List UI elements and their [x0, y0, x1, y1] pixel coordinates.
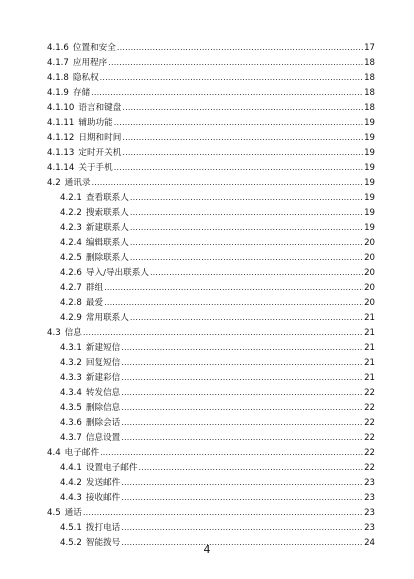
toc-entry[interactable]	[47, 85, 375, 100]
toc-entry-number: 4.1.13	[47, 148, 75, 158]
toc-entry[interactable]	[47, 295, 375, 310]
toc-section-entry[interactable]	[47, 505, 375, 520]
toc-entry-title: 设置电子邮件	[85, 463, 138, 473]
toc-entry-title: 编辑联系人	[85, 238, 129, 248]
toc-entry-title: 电子邮件	[64, 448, 100, 458]
toc-entry[interactable]	[47, 475, 375, 490]
toc-entry-number: 4.2.6	[60, 268, 82, 278]
toc-dot-leader	[130, 190, 363, 205]
toc-dot-leader	[108, 55, 363, 70]
toc-entry-page: 21	[364, 358, 375, 368]
toc-entry-number: 4.1.8	[47, 73, 69, 83]
toc-entry[interactable]	[47, 205, 375, 220]
toc-entry[interactable]	[47, 310, 375, 325]
toc-entry-page: 22	[364, 433, 375, 443]
toc-entry-page: 20	[364, 298, 375, 308]
toc-entry-title: 导入/导出联系人	[85, 268, 149, 278]
toc-entry-page: 17	[364, 43, 375, 53]
toc-entry[interactable]	[47, 265, 375, 280]
toc-entry-page: 19	[364, 133, 375, 143]
toc-entry-title: 查看联系人	[85, 193, 129, 203]
toc-entry-title: 日期和时间	[78, 133, 122, 143]
toc-entry-title: 群组	[85, 283, 104, 293]
toc-entry[interactable]	[47, 415, 375, 430]
toc-entry-number: 4.2.3	[60, 223, 82, 233]
toc-entry-title: 通讯录	[64, 178, 91, 188]
toc-dot-leader	[83, 505, 363, 520]
toc-entry[interactable]	[47, 220, 375, 235]
toc-entry[interactable]	[47, 385, 375, 400]
toc-entry-title: 语言和键盘	[78, 103, 122, 113]
toc-entry[interactable]	[47, 55, 375, 70]
toc-entry[interactable]	[47, 100, 375, 115]
toc-entry-number: 4.3.3	[60, 373, 82, 383]
toc-entry-page: 19	[364, 193, 375, 203]
toc-entry-title: 删除联系人	[85, 253, 129, 263]
toc-entry[interactable]	[47, 370, 375, 385]
toc-dot-leader	[91, 85, 363, 100]
toc-entry-number: 4.1.11	[47, 118, 75, 128]
toc-section-entry[interactable]	[47, 325, 375, 340]
toc-dot-leader	[138, 460, 363, 475]
toc-entry-title: 信息	[64, 328, 82, 338]
toc-entry-page: 19	[364, 178, 375, 188]
toc-dot-leader	[121, 370, 363, 385]
toc-dot-leader	[83, 325, 363, 340]
toc-dot-leader	[122, 100, 363, 115]
toc-entry-number: 4.2.7	[60, 283, 82, 293]
toc-entry-page: 18	[364, 103, 375, 113]
toc-entry-title: 信息设置	[85, 433, 121, 443]
toc-dot-leader	[100, 445, 363, 460]
toc-dot-leader	[130, 220, 363, 235]
toc-entry-page: 24	[364, 538, 375, 548]
toc-entry-page: 19	[364, 118, 375, 128]
toc-dot-leader	[121, 385, 363, 400]
toc-entry-number: 4.1.10	[47, 103, 75, 113]
toc-dot-leader	[104, 295, 363, 310]
toc-dot-leader	[121, 475, 363, 490]
toc-entry-page: 21	[364, 373, 375, 383]
toc-entry-number: 4.1.12	[47, 133, 75, 143]
toc-dot-leader	[100, 70, 363, 85]
toc-entry-page: 21	[364, 343, 375, 353]
toc-entry-title: 常用联系人	[85, 313, 129, 323]
toc-entry-number: 4.5.2	[60, 538, 82, 548]
toc-entry-page: 23	[364, 478, 375, 488]
toc-entry-page: 19	[364, 208, 375, 218]
toc-entry-page: 20	[364, 238, 375, 248]
toc-entry-number: 4.1.6	[47, 43, 69, 53]
toc-entry-number: 4.1.14	[47, 163, 75, 173]
toc-entry-title: 位置和安全	[72, 43, 116, 53]
toc-entry-number: 4.2.2	[60, 208, 82, 218]
toc-entry[interactable]	[47, 160, 375, 175]
toc-dot-leader	[121, 415, 363, 430]
toc-entry-number: 4.3.7	[60, 433, 82, 443]
toc-entry-title: 隐私权	[72, 73, 99, 83]
toc-entry-number: 4.1.7	[47, 58, 69, 68]
toc-entry-page: 22	[364, 388, 375, 398]
toc-dot-leader	[122, 145, 363, 160]
toc-dot-leader	[130, 235, 363, 250]
toc-dot-leader	[121, 430, 363, 445]
toc-entry[interactable]	[47, 130, 375, 145]
toc-entry-number: 4.3.2	[60, 358, 82, 368]
toc-entry-title: 删除信息	[85, 403, 121, 413]
toc-entry-page: 23	[364, 493, 375, 503]
toc-entry-title: 回复短信	[85, 358, 121, 368]
toc-entry-page: 21	[364, 313, 375, 323]
toc-entry[interactable]	[47, 190, 375, 205]
toc-entry-title: 接收邮件	[85, 493, 121, 503]
toc-section-entry[interactable]	[47, 445, 375, 460]
toc-entry-page: 19	[364, 163, 375, 173]
toc-entry[interactable]	[47, 250, 375, 265]
toc-dot-leader	[117, 40, 363, 55]
page-number: 4	[203, 543, 211, 556]
toc-dot-leader	[130, 310, 363, 325]
toc-dot-leader	[121, 355, 363, 370]
toc-entry-title: 转发信息	[85, 388, 121, 398]
toc-dot-leader	[121, 340, 363, 355]
toc-entry-number: 4.1.9	[47, 88, 69, 98]
toc-entry-number: 4.3.5	[60, 403, 82, 413]
toc-entry-number: 4.4.1	[60, 463, 82, 473]
toc-entry-number: 4.3.1	[60, 343, 82, 353]
toc-entry-page: 19	[364, 223, 375, 233]
toc-entry-page: 18	[364, 88, 375, 98]
toc-entry-page: 21	[364, 328, 375, 338]
toc-entry[interactable]	[47, 70, 375, 85]
toc-entry[interactable]	[47, 490, 375, 505]
toc-dot-leader	[91, 175, 363, 190]
toc-entry-title: 通话	[64, 508, 82, 518]
toc-entry-number: 4.3.6	[60, 418, 82, 428]
toc-section-entry[interactable]	[47, 175, 375, 190]
toc-dot-leader	[121, 490, 363, 505]
toc-entry-number: 4.3	[47, 328, 61, 338]
toc-entry[interactable]	[47, 40, 375, 55]
toc-entry[interactable]	[47, 340, 375, 355]
toc-entry[interactable]	[47, 115, 375, 130]
toc-dot-leader	[114, 160, 363, 175]
toc-entry-title: 新建联系人	[85, 223, 129, 233]
toc-entry-number: 4.4	[47, 448, 61, 458]
toc-entry-number: 4.5.1	[60, 523, 82, 533]
toc-entry-page: 20	[364, 253, 375, 263]
toc-entry-number: 4.4.2	[60, 478, 82, 488]
toc-dot-leader	[130, 205, 363, 220]
toc-entry-page: 23	[364, 508, 375, 518]
toc-entry-page: 22	[364, 448, 375, 458]
toc-dot-leader	[150, 265, 363, 280]
toc-dot-leader	[114, 115, 363, 130]
toc-entry-number: 4.2.5	[60, 253, 82, 263]
toc-entry[interactable]	[47, 460, 375, 475]
toc-entry-title: 辅助功能	[78, 118, 113, 128]
toc-entry[interactable]	[47, 430, 375, 445]
table-of-contents	[47, 40, 375, 550]
toc-entry-number: 4.2	[47, 178, 61, 188]
toc-entry-title: 删除会话	[85, 418, 121, 428]
toc-entry-title: 最爱	[85, 298, 104, 308]
toc-entry[interactable]	[47, 400, 375, 415]
toc-dot-leader	[121, 400, 363, 415]
toc-entry-title: 智能拨号	[85, 538, 121, 548]
toc-entry-number: 4.2.1	[60, 193, 82, 203]
toc-entry-number: 4.2.8	[60, 298, 82, 308]
toc-entry-number: 4.5	[47, 508, 61, 518]
toc-entry-page: 18	[364, 73, 375, 83]
toc-entry-title: 定时开关机	[78, 148, 122, 158]
toc-entry-title: 新建短信	[85, 343, 121, 353]
toc-entry-title: 发送邮件	[85, 478, 121, 488]
toc-dot-leader	[104, 280, 363, 295]
toc-entry-page: 22	[364, 418, 375, 428]
toc-entry-page: 19	[364, 148, 375, 158]
toc-entry-title: 搜索联系人	[85, 208, 129, 218]
toc-entry-page: 20	[364, 268, 375, 278]
toc-entry-page: 23	[364, 523, 375, 533]
toc-entry[interactable]	[47, 235, 375, 250]
toc-entry-page: 22	[364, 463, 375, 473]
toc-dot-leader	[121, 520, 363, 535]
toc-entry-title: 存储	[72, 88, 91, 98]
toc-entry-number: 4.2.9	[60, 313, 82, 323]
toc-entry-page: 22	[364, 403, 375, 413]
toc-entry-title: 应用程序	[72, 58, 108, 68]
toc-entry[interactable]	[47, 355, 375, 370]
toc-dot-leader	[130, 250, 363, 265]
toc-entry-title: 拨打电话	[85, 523, 121, 533]
toc-entry-title: 新建彩信	[85, 373, 121, 383]
toc-entry-number: 4.3.4	[60, 388, 82, 398]
toc-dot-leader	[122, 130, 363, 145]
toc-entry[interactable]	[47, 280, 375, 295]
toc-entry[interactable]	[47, 145, 375, 160]
toc-entry-number: 4.4.3	[60, 493, 82, 503]
toc-entry-number: 4.2.4	[60, 238, 82, 248]
toc-entry-title: 关于手机	[78, 163, 113, 173]
toc-entry-page: 18	[364, 58, 375, 68]
toc-entry-page: 20	[364, 283, 375, 293]
toc-entry[interactable]	[47, 520, 375, 535]
